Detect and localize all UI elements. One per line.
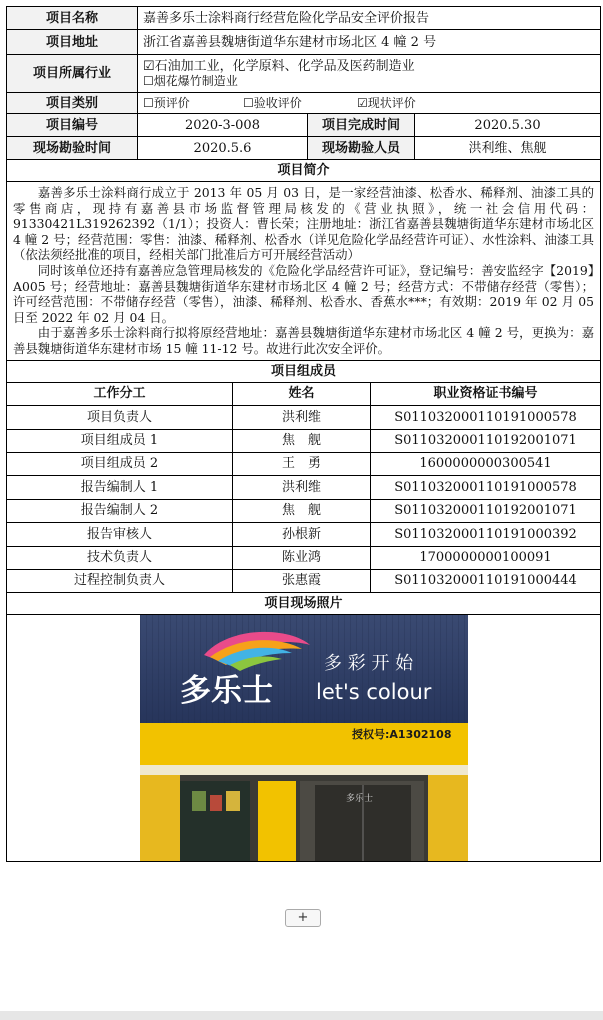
sign-slogan-cn: 多 彩 开 始 — [323, 652, 413, 674]
sign-slogan-en: let's colour — [315, 679, 431, 704]
project-industry-value — [138, 55, 601, 93]
table-row — [7, 452, 601, 475]
category-status-evaluation: ☑现状评价 — [357, 95, 416, 110]
member-name: 王 勇 — [233, 452, 371, 475]
sign-auth-text: 授权号:A1302108 — [351, 727, 452, 741]
report-document — [6, 6, 600, 862]
table-row — [7, 522, 601, 546]
survey-people-value: 洪利维、焦舰 — [415, 137, 601, 160]
member-role: 报告审核人 — [7, 522, 233, 546]
intro-body — [7, 182, 601, 361]
table-row — [7, 429, 601, 452]
site-photo — [140, 615, 468, 861]
project-category-label: 项目类别 — [7, 93, 138, 114]
storefront-photo — [140, 615, 468, 861]
project-finish-value: 2020.5.30 — [415, 114, 601, 137]
survey-people-label: 现场勘验人员 — [308, 137, 415, 160]
member-name: 洪利维 — [233, 475, 371, 499]
member-cert: S011032000110191000444 — [371, 569, 601, 592]
industry-option-fireworks: ☐烟花爆竹制造业 — [143, 73, 238, 88]
expand-button[interactable]: + — [285, 909, 321, 927]
member-role: 项目负责人 — [7, 405, 233, 429]
bottom-scroll-area — [0, 1011, 603, 1020]
member-name: 陈业鸿 — [233, 546, 371, 569]
project-name-value: 嘉善多乐士涂料商行经营危险化学品安全评价报告 — [138, 7, 601, 30]
members-title: 项目组成员 — [7, 360, 601, 382]
member-cert: S011032000110192001071 — [371, 499, 601, 522]
member-role: 技术负责人 — [7, 546, 233, 569]
intro-paragraph-3: 由于嘉善多乐士涂料商行拟将原经营地址：嘉善县魏塘街道华东建材市场北区 4 幢 2 号，更换为：嘉善县魏塘街道华东建材市场 15 幢 11-12 号。故进行此次安全评价。 — [13, 325, 595, 356]
table-row — [7, 475, 601, 499]
member-role: 过程控制负责人 — [7, 569, 233, 592]
members-rows — [7, 405, 601, 592]
shop-small-sign: 多乐士 — [345, 793, 373, 804]
project-number-label: 项目编号 — [7, 114, 138, 137]
sign-brand-text: 多乐士 — [179, 672, 273, 709]
intro-paragraph-1: 嘉善多乐士涂料商行成立于 2013 年 05 月 03 日，是一家经营油漆、松香水、稀释剂、油漆工具的零售商店，现持有嘉善县市场监督管理局核发的《营业执照》，统一社会信用代码：91330421L319262392（1/1）；投资人：曹长荣；注册地址：浙江省嘉善县魏塘街道华东建材市场北区 4 幢 2 号；经营范围：零售：油漆、稀释剂、松香水（详见危险化学品经营许可证）、水性涂料、油漆工具（依法须经批准的项目，经相关部门批准后方可开展经营活动） — [13, 185, 595, 263]
project-industry-label: 项目所属行业 — [7, 55, 138, 93]
members-header-name: 姓名 — [233, 382, 371, 405]
survey-time-value: 2020.5.6 — [138, 137, 308, 160]
members-header-cert: 职业资格证书编号 — [371, 382, 601, 405]
table-row — [7, 569, 601, 592]
table-row — [7, 546, 601, 569]
members-table — [6, 360, 601, 862]
category-pre-evaluation: ☐预评价 — [143, 95, 190, 110]
intro-paragraph-2: 同时该单位还持有嘉善应急管理局核发的《危险化学品经营许可证》，登记编号：善安监经字【2019】A005 号；经营地址：嘉善县魏塘街道华东建材市场北区 4 幢 2 号；经营方式：不带储存经营（零售）；许可经营范围：不带储存经营（零售），油漆、稀释剂、松香水、香蕉水***；有效期：2019 年 02 月 05 日至 2022 年 02 月 04 日。 — [13, 262, 595, 325]
category-acceptance-evaluation: ☐验收评价 — [243, 95, 302, 110]
member-name: 焦 舰 — [233, 499, 371, 522]
member-name: 洪利维 — [233, 405, 371, 429]
table-row — [7, 405, 601, 429]
project-category-value — [138, 93, 601, 114]
member-name: 孙根新 — [233, 522, 371, 546]
project-finish-label: 项目完成时间 — [308, 114, 415, 137]
project-info-table — [6, 6, 601, 361]
member-name: 张惠霞 — [233, 569, 371, 592]
project-address-value: 浙江省嘉善县魏塘街道华东建材市场北区 4 幢 2 号 — [138, 30, 601, 55]
industry-option-petrochem: ☑石油加工业，化学原料、化学品及医药制造业 — [143, 58, 415, 74]
member-cert: S011032000110192001071 — [371, 429, 601, 452]
survey-time-label: 现场勘验时间 — [7, 137, 138, 160]
member-role: 项目组成员 1 — [7, 429, 233, 452]
project-address-label: 项目地址 — [7, 30, 138, 55]
member-cert: 1600000000300541 — [371, 452, 601, 475]
member-cert: S011032000110191000392 — [371, 522, 601, 546]
project-number-value: 2020-3-008 — [138, 114, 308, 137]
project-name-label: 项目名称 — [7, 7, 138, 30]
member-cert: 1700000000100091 — [371, 546, 601, 569]
member-role: 报告编制人 1 — [7, 475, 233, 499]
member-role: 报告编制人 2 — [7, 499, 233, 522]
photo-title: 项目现场照片 — [7, 592, 601, 614]
table-row — [7, 499, 601, 522]
intro-title: 项目简介 — [7, 160, 601, 182]
member-cert: S011032000110191000578 — [371, 475, 601, 499]
photo-cell — [7, 614, 601, 861]
member-cert: S011032000110191000578 — [371, 405, 601, 429]
member-name: 焦 舰 — [233, 429, 371, 452]
member-role: 项目组成员 2 — [7, 452, 233, 475]
members-header-role: 工作分工 — [7, 382, 233, 405]
